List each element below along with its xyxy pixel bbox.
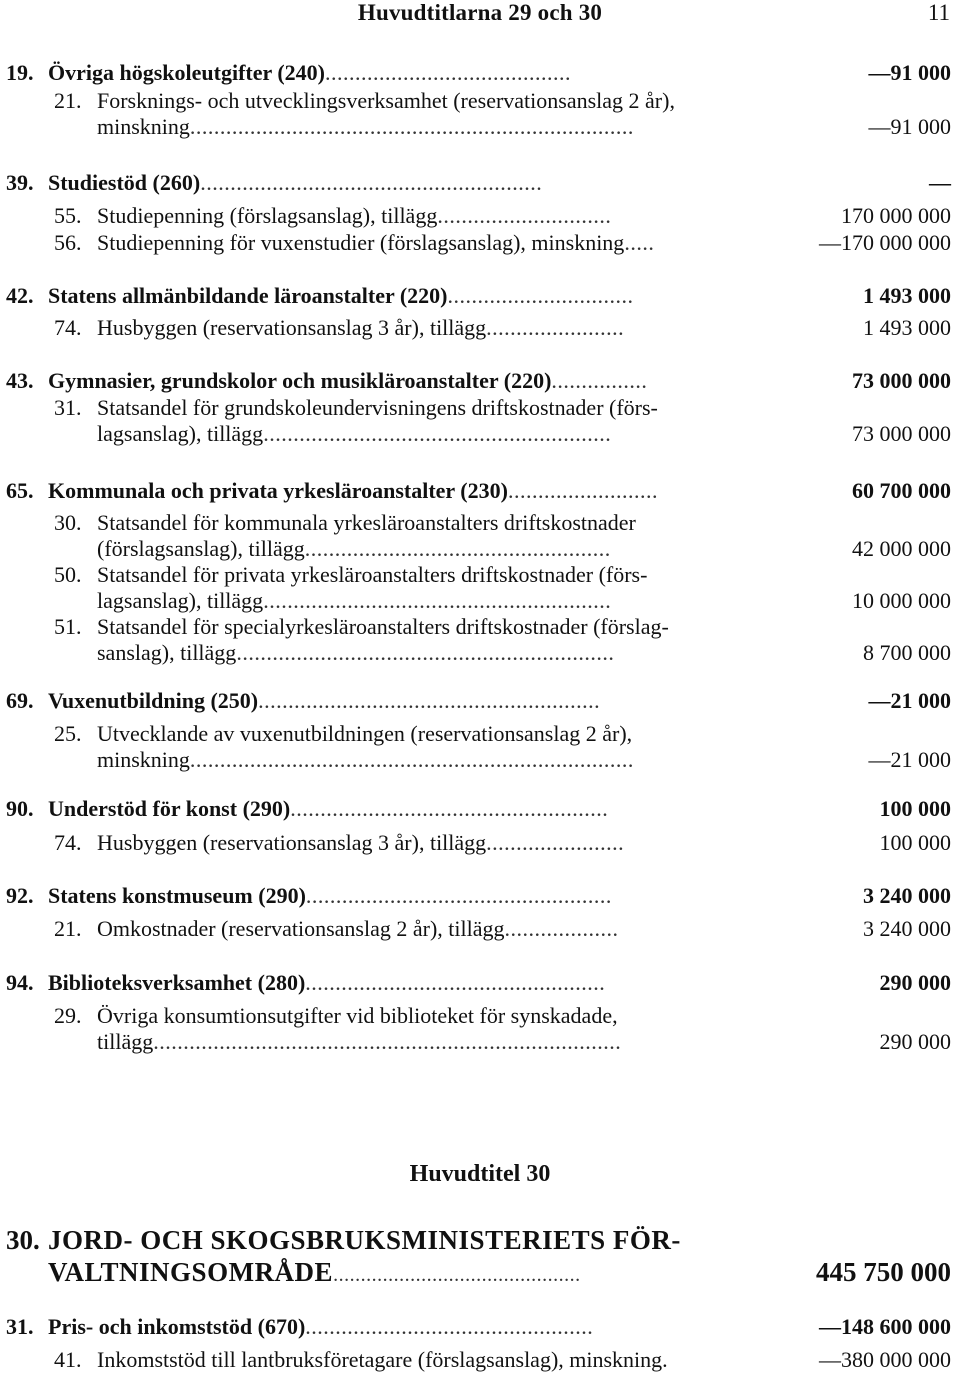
entry-text: Gymnasier, grundskolor och musikläroanstalter (220)................ <box>48 368 648 393</box>
entry-number: 43. <box>6 368 34 393</box>
entry-text: Omkostnader (reservationsanslag 2 år), tillägg................... <box>97 916 619 941</box>
entry-text: Utvecklande av vuxenutbildningen (reservationsanslag 2 år), minskning.......................................................................... <box>97 721 634 772</box>
entry-amount: 42 000 000 <box>852 536 951 561</box>
entry-number: 42. <box>6 283 34 308</box>
entry-amount: — <box>929 170 951 195</box>
entry-amount: 290 000 <box>879 1029 951 1054</box>
entry-number: 55. <box>54 203 82 228</box>
entry-amount: 3 240 000 <box>863 916 951 941</box>
page-number: 11 <box>927 0 950 25</box>
entry-text: Statens konstmuseum (290)................................................... <box>48 883 612 908</box>
entry-number: 29. <box>54 1003 82 1028</box>
main-title-amount: 445 750 000 <box>816 1257 951 1287</box>
entry-text: Statsandel för privata yrkesläroanstalters driftskostnader (förs- lagsanslag), tillägg.......................................................... <box>97 562 648 613</box>
entry-amount: —21 000 <box>868 688 951 713</box>
entry-text: Övriga högskoleutgifter (240)......................................... <box>48 60 572 85</box>
entry-number: 21. <box>54 88 82 113</box>
entry-number: 90. <box>6 796 34 821</box>
entry-text: Statens allmänbildande läroanstalter (220)............................... <box>48 283 634 308</box>
entry-text: Studiepenning (förslagsanslag), tillägg............................. <box>97 203 612 228</box>
entry-amount: —380 000 000 <box>819 1347 951 1372</box>
entry-text: Vuxenutbildning (250)......................................................... <box>48 688 601 713</box>
entry-text: Övriga konsumtionsutgifter vid biblioteket för synskadade, tillägg.............................................................................. <box>97 1003 622 1054</box>
entry-text: Biblioteksverksamhet (280).................................................. <box>48 970 606 995</box>
entry-amount: 290 000 <box>879 970 951 995</box>
entry-number: 56. <box>54 230 82 255</box>
entry-text: Statsandel för kommunala yrkesläroanstalters driftskostnader (förslagsanslag), tillägg................................................... <box>97 510 636 561</box>
entry-number: 50. <box>54 562 82 587</box>
entry-amount: 73 000 000 <box>852 421 951 446</box>
entry-amount: —170 000 000 <box>819 230 951 255</box>
entry-number: 39. <box>6 170 34 195</box>
entry-number: 74. <box>54 830 82 855</box>
main-title-line-1: JORD- OCH SKOGSBRUKSMINISTERIETS FÖR- <box>48 1225 681 1255</box>
page-header <box>0 0 960 30</box>
entry-amount: 73 000 000 <box>852 368 951 393</box>
entry-amount: 3 240 000 <box>863 883 951 908</box>
entry-amount: 10 000 000 <box>852 588 951 613</box>
entry-number: 65. <box>6 478 34 503</box>
main-title-line-2: VALTNINGSOMRÅDE............................................. <box>48 1257 581 1287</box>
entry-text: Forsknings- och utvecklingsverksamhet (reservationsanslag 2 år), minskning.......................................................................... <box>97 88 675 139</box>
entry-text: Inkomststöd till lantbruksföretagare (förslagsanslag), minskning. <box>97 1347 668 1372</box>
entry-number: 31. <box>6 1314 34 1339</box>
main-title-number: 30. <box>6 1225 40 1255</box>
entry-number: 69. <box>6 688 34 713</box>
section-title: Huvudtitel 30 <box>409 1161 551 1187</box>
entry-number: 19. <box>6 60 34 85</box>
entry-amount: 100 000 <box>879 830 951 855</box>
entry-number: 30. <box>54 510 82 535</box>
entry-amount: 1 493 000 <box>863 283 951 308</box>
entry-text: Understöd för konst (290)..................................................... <box>48 796 609 821</box>
entry-text: Studiestöd (260)......................................................... <box>48 170 543 195</box>
entry-number: 21. <box>54 916 82 941</box>
entry-number: 41. <box>54 1347 82 1372</box>
entry-amount: —148 600 000 <box>819 1314 951 1339</box>
entry-text: Kommunala och privata yrkesläroanstalter (230)......................... <box>48 478 658 503</box>
entry-number: 51. <box>54 614 82 639</box>
entry-number: 94. <box>6 970 34 995</box>
entry-amount: 170 000 000 <box>841 203 951 228</box>
entry-text: Husbyggen (reservationsanslag 3 år), tillägg....................... <box>97 830 625 855</box>
entry-number: 31. <box>54 395 82 420</box>
entry-text: Husbyggen (reservationsanslag 3 år), tillägg....................... <box>97 315 625 340</box>
entry-number: 25. <box>54 721 82 746</box>
entry-amount: 60 700 000 <box>852 478 951 503</box>
entry-text: Statsandel för specialyrkesläroanstalters driftskostnader (förslag- sanslag), tillägg............................................................... <box>97 614 669 665</box>
entry-amount: 100 000 <box>879 796 951 821</box>
entry-text: Studiepenning för vuxenstudier (förslagsanslag), minskning..... <box>97 230 655 255</box>
entry-amount: —91 000 <box>868 114 951 139</box>
entry-text: Pris- och inkomststöd (670)................................................ <box>48 1314 594 1339</box>
entry-number: 92. <box>6 883 34 908</box>
entry-text: Statsandel för grundskoleundervisningens driftskostnader (förs- lagsanslag), tillägg.......................................................... <box>97 395 658 446</box>
running-title: Huvudtitlarna 29 och 30 <box>357 0 603 25</box>
entry-number: 74. <box>54 315 82 340</box>
entry-amount: 8 700 000 <box>863 640 951 665</box>
entry-amount: —91 000 <box>868 60 951 85</box>
entry-amount: —21 000 <box>868 747 951 772</box>
entry-amount: 1 493 000 <box>863 315 951 340</box>
